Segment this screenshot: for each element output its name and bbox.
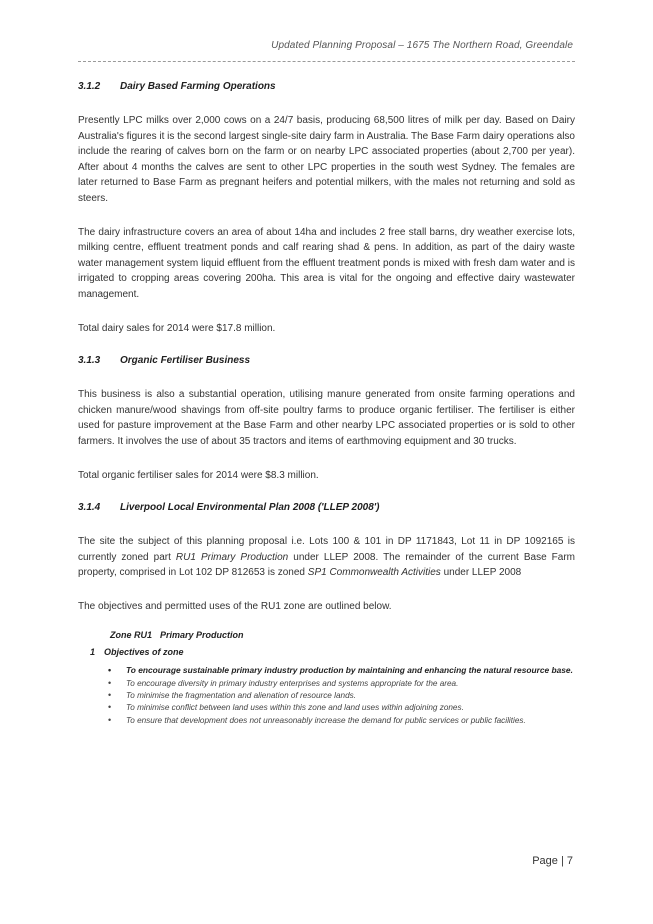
- bullet-icon: •: [108, 714, 112, 725]
- paragraph-zoning: [78, 534, 575, 581]
- section-title: Organic Fertiliser Business: [120, 355, 251, 367]
- paragraph: Total organic fertiliser sales for 2014 were $8.3 million.: [78, 469, 319, 481]
- section-heading-3-1-3: [78, 354, 575, 368]
- paragraph: This business is also a substantial operation, utilising manure generated from onsite farming operations and chicken manure/wood shavings from off-site poultry farms to produce organic fertiliser. The fertiliser is either used for pasture improvement at the Base Farm and other nearby LPC associated properties or is sold to other farmers. It involves the use of about 35 tractors and items of earthmoving equipment and 30 trucks.: [78, 389, 575, 447]
- section-heading-3-1-2: [78, 80, 575, 94]
- objective-text: To minimise the fragmentation and alienation of resource lands.: [126, 691, 356, 701]
- list-item: [108, 714, 575, 726]
- list-item: [108, 690, 575, 701]
- list-item: [108, 665, 575, 676]
- bullet-icon: •: [108, 702, 112, 713]
- zone-name-ru1: RU1 Primary Production: [175, 551, 289, 563]
- zone-label: Zone RU1: [110, 630, 153, 641]
- objective-text: To encourage sustainable primary industry production by maintaining and enhancing the natural resource base.: [126, 665, 573, 676]
- section-number: 3.1.2: [78, 81, 101, 92]
- page-content: [78, 80, 575, 727]
- objectives-title: [90, 647, 575, 657]
- section-number: 3.1.3: [78, 355, 101, 367]
- header-divider: [78, 61, 575, 62]
- paragraph: Total dairy sales for 2014 were $17.8 million.: [78, 322, 276, 334]
- objective-text: To encourage diversity in primary industry enterprises and systems appropriate for the area.: [126, 678, 459, 688]
- bullet-icon: •: [108, 677, 112, 688]
- section-title: Dairy Based Farming Operations: [120, 81, 276, 92]
- section-title: Liverpool Local Environmental Plan 2008 ('LLEP 2008'): [120, 502, 380, 514]
- section-heading-3-1-4: [78, 501, 575, 515]
- bullet-icon: •: [108, 690, 112, 701]
- list-item: [108, 677, 575, 689]
- bullet-icon: •: [108, 665, 112, 676]
- page-number: Page | 7: [532, 855, 573, 867]
- zone-name: Primary Production: [160, 630, 244, 641]
- zone-name-sp1: SP1 Commonwealth Activities: [307, 567, 441, 579]
- text-run: under LLEP 2008. The remainder of the current Base Farm property, comprised in Lot 102 DP 812653 is zoned: [78, 551, 575, 579]
- objectives-list: [78, 665, 575, 725]
- objective-text: To minimise conflict between land uses within this zone and land uses within adjoining zones.: [126, 703, 464, 713]
- text-run: under LLEP 2008: [440, 567, 522, 579]
- section-number: 3.1.4: [78, 502, 101, 514]
- objectives-label: Objectives of zone: [104, 647, 184, 658]
- list-item: [108, 702, 575, 713]
- running-header: Updated Planning Proposal – 1675 The Northern Road, Greendale: [271, 40, 573, 51]
- paragraph: Presently LPC milks over 2,000 cows on a 24/7 basis, producing 68,500 litres of milk per day. Based on Dairy Australia's figures it is the second largest single-site dairy farm in Australia. The Base Farm dairy operations also include the rearing of calves born on the farm or on nearby LPC associated properties (about 2,700 per year). After about 4 months the calves are sent to other LPC properties in the south west Sydney. The females are later returned to Base Farm as pregnant heifers and potential milkers, with the males not returning and sold as steers.: [78, 115, 575, 204]
- paragraph: The dairy infrastructure covers an area of about 14ha and includes 2 free stall barns, dry weather exercise lots, milking centre, effluent treatment ponds and calf rearing shad & pens. In addition, as part of the dairy waste water management system liquid effluent from the effluent treatment ponds is mixed with fresh dam water and is irrigated to cropping areas covering 200ha. This area is vital for the ongoing and effective dairy wastewater management.: [78, 226, 575, 300]
- objectives-number: 1: [90, 647, 96, 658]
- zone-title: [110, 630, 575, 640]
- objective-text: To ensure that development does not unreasonably increase the demand for public services or public facilities.: [126, 715, 526, 725]
- text-run: The site the subject of this planning proposal i.e. Lots 100 & 101 in DP 1171843, Lot 11 in DP 1092165 is currently zoned part: [78, 536, 575, 563]
- paragraph: The objectives and permitted uses of the RU1 zone are outlined below.: [78, 600, 392, 612]
